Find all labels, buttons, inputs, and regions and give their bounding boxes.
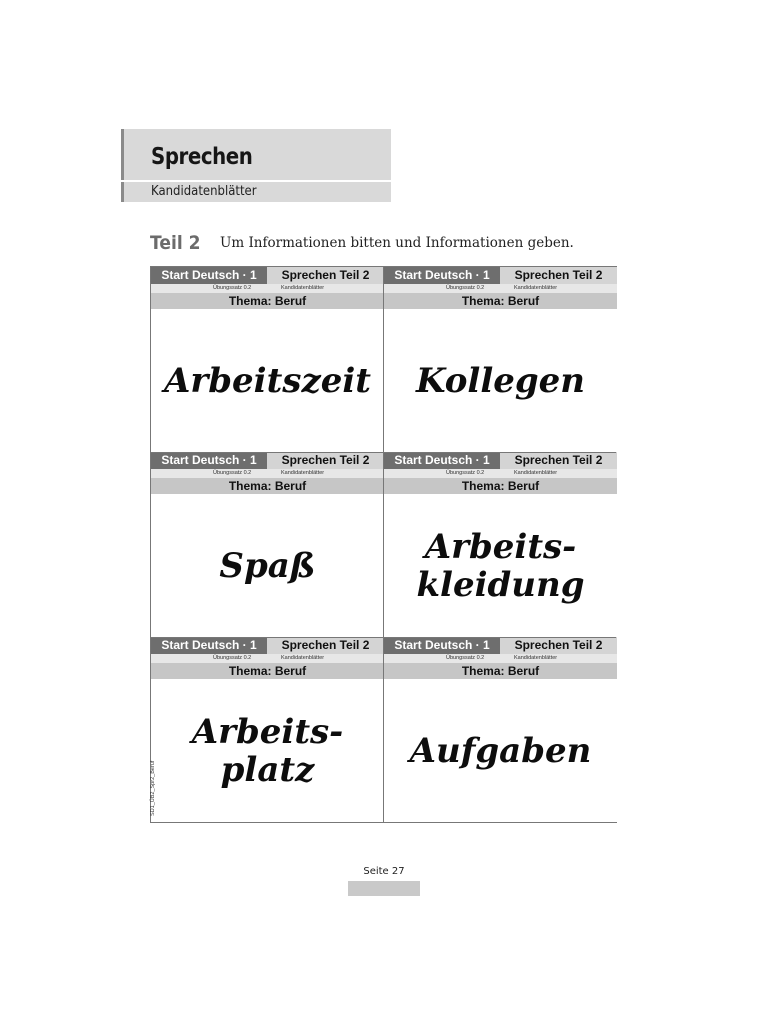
card bbox=[151, 637, 384, 822]
card-brand: Start Deutsch · 1 bbox=[151, 452, 267, 469]
card-top-bar bbox=[384, 452, 617, 469]
card-meta bbox=[151, 654, 384, 663]
section-label: Teil 2 bbox=[150, 232, 201, 254]
card-side-code: SD1_ÜB2_Spr2_Beruf bbox=[150, 760, 156, 816]
card-meta-type: Kandidatenblätter bbox=[514, 285, 558, 291]
card-top-bar bbox=[384, 267, 617, 284]
header-subtitle-block bbox=[121, 182, 391, 202]
card-meta-type: Kandidatenblätter bbox=[514, 655, 558, 661]
grid-divider-horizontal bbox=[151, 637, 616, 638]
card-meta-type: Kandidatenblätter bbox=[514, 470, 558, 476]
card-word: Arbeitszeit bbox=[163, 360, 372, 401]
card bbox=[384, 452, 617, 637]
card-meta-set: Übungssatz 0.2 bbox=[213, 285, 252, 291]
card bbox=[151, 267, 384, 452]
card-part: Sprechen Teil 2 bbox=[267, 267, 384, 284]
card-theme: Thema: Beruf bbox=[151, 478, 384, 494]
card-word: Arbeits- kleidung bbox=[416, 526, 585, 605]
grid-divider-horizontal bbox=[151, 452, 616, 453]
header-title-block bbox=[121, 129, 391, 180]
card-part: Sprechen Teil 2 bbox=[500, 637, 617, 654]
card-theme: Thema: Beruf bbox=[151, 663, 384, 679]
card bbox=[384, 637, 617, 822]
card-meta-type: Kandidatenblätter bbox=[281, 285, 325, 291]
card-meta-set: Übungssatz 0.2 bbox=[446, 285, 485, 291]
card bbox=[151, 452, 384, 637]
card-meta-set: Übungssatz 0.2 bbox=[446, 655, 485, 661]
card-brand: Start Deutsch · 1 bbox=[151, 637, 267, 654]
section-description: Um Informationen bitten und Informationen geben. bbox=[220, 235, 574, 251]
card-meta-set: Übungssatz 0.2 bbox=[213, 655, 252, 661]
card-theme: Thema: Beruf bbox=[384, 663, 617, 679]
card-word: Arbeits- platz bbox=[191, 711, 344, 790]
card-part: Sprechen Teil 2 bbox=[500, 267, 617, 284]
card-theme: Thema: Beruf bbox=[384, 478, 617, 494]
card-meta-type: Kandidatenblätter bbox=[281, 470, 325, 476]
card-meta bbox=[384, 284, 617, 293]
card-brand: Start Deutsch · 1 bbox=[384, 637, 500, 654]
card-part: Sprechen Teil 2 bbox=[267, 452, 384, 469]
page-number: Seite 27 bbox=[363, 866, 405, 877]
grid-divider-vertical bbox=[383, 267, 384, 822]
card-word: Kollegen bbox=[415, 360, 586, 401]
page-title: Sprechen bbox=[151, 144, 253, 170]
card-meta-type: Kandidatenblätter bbox=[281, 655, 325, 661]
card-grid bbox=[150, 266, 617, 823]
card-meta-set: Übungssatz 0.2 bbox=[446, 470, 485, 476]
card-theme: Thema: Beruf bbox=[151, 293, 384, 309]
card-word: Aufgaben bbox=[409, 730, 592, 771]
page-subtitle: Kandidatenblätter bbox=[151, 184, 257, 199]
card-brand: Start Deutsch · 1 bbox=[384, 267, 500, 284]
card-brand: Start Deutsch · 1 bbox=[151, 267, 267, 284]
card bbox=[384, 267, 617, 452]
card-top-bar bbox=[151, 267, 384, 284]
card-meta-set: Übungssatz 0.2 bbox=[213, 470, 252, 476]
card-word: Spaß bbox=[219, 545, 316, 586]
card-theme: Thema: Beruf bbox=[384, 293, 617, 309]
card-brand: Start Deutsch · 1 bbox=[384, 452, 500, 469]
footer-bar bbox=[348, 881, 420, 896]
card-part: Sprechen Teil 2 bbox=[500, 452, 617, 469]
card-top-bar bbox=[384, 637, 617, 654]
card-meta bbox=[151, 284, 384, 293]
card-meta bbox=[151, 469, 384, 478]
card-meta bbox=[384, 469, 617, 478]
section-heading bbox=[150, 232, 574, 254]
card-top-bar bbox=[151, 452, 384, 469]
card-top-bar bbox=[151, 637, 384, 654]
card-part: Sprechen Teil 2 bbox=[267, 637, 384, 654]
card-meta bbox=[384, 654, 617, 663]
